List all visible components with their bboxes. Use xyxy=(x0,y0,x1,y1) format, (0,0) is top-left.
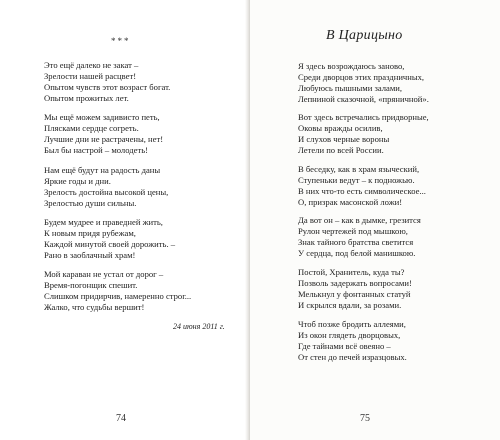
stanza-3 xyxy=(44,165,168,209)
poem-line: О, призрак масонской ложи! xyxy=(298,196,403,207)
stanza-1 xyxy=(44,60,170,104)
poem-line: Был бы настрой – молодеть! xyxy=(44,144,148,155)
poem-line: Лепниной сказочной, «пряничной». xyxy=(298,93,429,104)
stanza-right-3 xyxy=(298,164,426,208)
stanza-right-6 xyxy=(298,319,407,363)
poem-date: 24 июня 2011 г. xyxy=(173,322,225,331)
stanza-right-4 xyxy=(298,215,421,259)
poem-line: Опытом чувств этот возраст богат. xyxy=(44,81,171,92)
poem-line: Зрелость достойна высокой цены, xyxy=(44,186,169,197)
poem-line: Где тайнами всё овеяно – xyxy=(298,340,391,351)
poem-line: Рулон чертежей под мышкою, xyxy=(298,225,408,236)
stanza-2 xyxy=(44,112,163,156)
poem-line: В них что-то есть символическое... xyxy=(298,185,426,196)
poem-line: Знак тайного братства светится xyxy=(298,236,414,247)
poem-line: Нам ещё будут на радость даны xyxy=(44,165,161,175)
poem-line: Рано в заоблачный храм! xyxy=(44,249,136,260)
poem-line: Мой караван не устал от дорог – xyxy=(44,269,164,279)
poem-title: В Царицыно xyxy=(326,28,403,43)
stanza-right-2 xyxy=(298,112,429,156)
poem-line: Опытом прожитых лет. xyxy=(44,92,129,103)
page-number-left: 74 xyxy=(116,413,126,424)
poem-line: Позволь задержать вопросами! xyxy=(298,277,412,288)
poem-line: Мелькнул у фонтанных статуй xyxy=(298,288,411,299)
poem-line: От стен до печей изразцовых. xyxy=(298,351,407,362)
poem-line: И скрылся вдали, за розами. xyxy=(298,299,402,310)
poem-line: Лучшие дни не растрачены, нет! xyxy=(44,133,164,144)
stanza-4 xyxy=(44,217,175,261)
poem-line: Будем мудрее и праведней жить, xyxy=(44,217,163,227)
poem-line: Да вот он – как в дымке, грезится xyxy=(298,215,421,225)
poem-line: Слишком придирчив, намеренно строг... xyxy=(44,290,192,301)
poem-line: Время-погонщик спешит. xyxy=(44,279,138,290)
page-number-right: 75 xyxy=(360,413,370,424)
poem-line: Из окон глядеть дворцовых, xyxy=(298,329,401,340)
left-page xyxy=(0,0,247,440)
poem-line: К новым придя рубежам, xyxy=(44,227,136,238)
poem-line: Оковы вражды осилив, xyxy=(298,122,383,133)
poem-line: В беседку, как в храм языческий, xyxy=(298,164,420,174)
poem-line: Мы ещё можем задивисто петь, xyxy=(44,112,160,122)
poem-line: Вот здесь встречались придворные, xyxy=(298,112,429,122)
stanza-right-5 xyxy=(298,267,412,311)
poem-line: Зрелостью души сильны. xyxy=(44,197,137,208)
poem-line: Плясками сердце согреть. xyxy=(44,122,139,133)
poem-line: Чтоб позже бродить аллеями, xyxy=(298,319,406,329)
poem-line: Летели по всей России. xyxy=(298,144,384,155)
poem-line: Ступеньки ведут – к подножью. xyxy=(298,174,415,185)
poem-line: Среди дворцов этих праздничных, xyxy=(298,71,425,82)
poem-line: И слухов черные вороны xyxy=(298,133,390,144)
poem-line: Я здесь возрождаюсь заново, xyxy=(298,61,405,71)
section-ornament: *** xyxy=(111,36,131,46)
poem-line: У сердца, под белой манишкою. xyxy=(298,247,416,258)
poem-line: Каждой минутой своей дорожить. – xyxy=(44,238,176,249)
stanza-5 xyxy=(44,269,191,313)
poem-line: Жалко, что судьбы вершит! xyxy=(44,301,145,312)
poem-line: Яркие годы и дни. xyxy=(44,175,111,186)
poem-line: Это ещё далеко не закат – xyxy=(44,60,139,70)
poem-line: Постой, Хранитель, куда ты? xyxy=(298,267,405,277)
poem-line: Любуюсь пышными залами, xyxy=(298,82,403,93)
stanza-right-1 xyxy=(298,61,429,105)
poem-line: Зрелости нашей расцвет! xyxy=(44,70,137,81)
